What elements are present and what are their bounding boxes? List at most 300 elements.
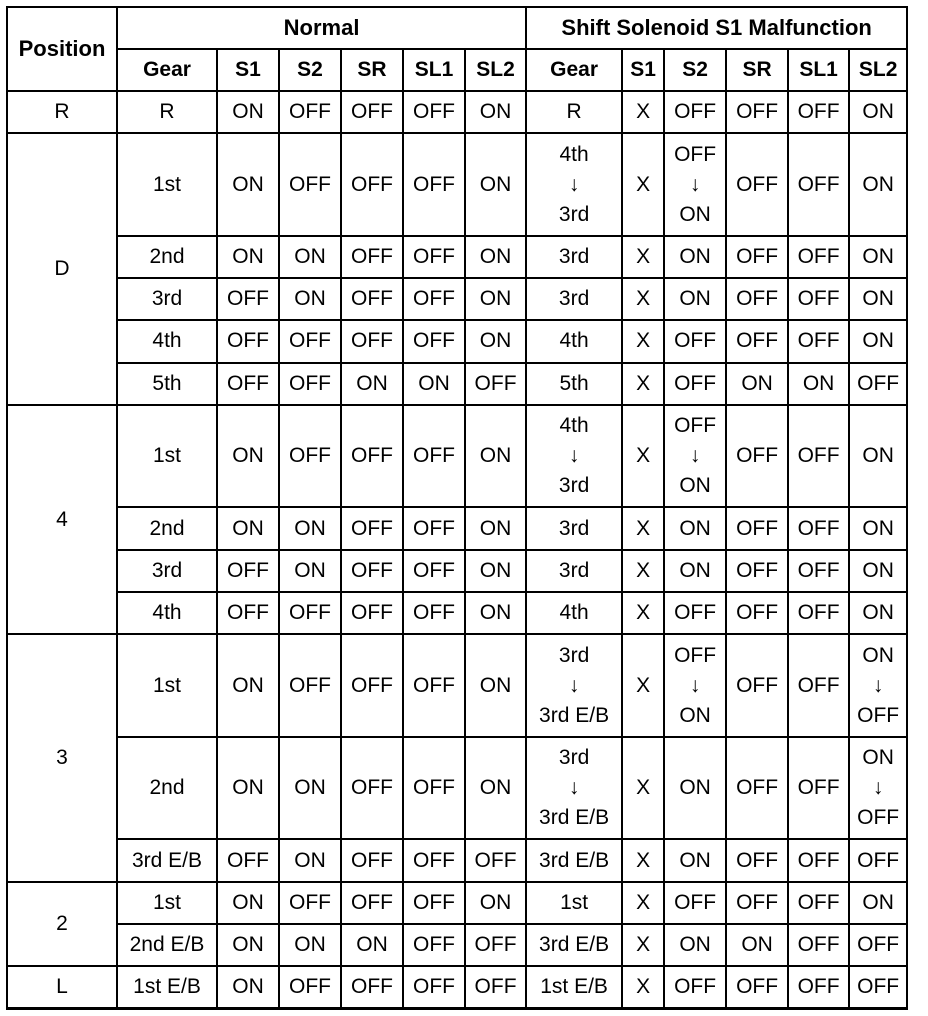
malfunction-s1-cell xyxy=(622,966,664,1008)
malfunction-s1-cell xyxy=(622,737,664,840)
normal-s1-cell: ON xyxy=(217,507,279,549)
malfunction-sr-cell xyxy=(726,278,788,320)
normal-sr-cell: OFF xyxy=(341,550,403,592)
malfunction-s2-cell xyxy=(664,320,726,362)
malfunction-gear-cell xyxy=(526,236,622,278)
normal-sl1-cell: OFF xyxy=(403,278,465,320)
cell-line: ON xyxy=(679,474,711,498)
normal-gear-cell: 3rd E/B xyxy=(117,839,217,881)
normal-sl2-cell: OFF xyxy=(465,924,526,966)
normal-s1-cell: OFF xyxy=(217,278,279,320)
malfunction-sl1-cell xyxy=(788,592,849,634)
normal-s1-cell: ON xyxy=(217,966,279,1008)
cell-value: OFF xyxy=(674,100,717,124)
cell-value: OFF xyxy=(736,172,779,196)
malfunction-s1-cell xyxy=(622,507,664,549)
normal-sl1-cell: ON xyxy=(403,363,465,405)
cell-value: X xyxy=(636,673,651,697)
malfunction-s1-cell xyxy=(622,278,664,320)
normal-sl1-cell: OFF xyxy=(403,966,465,1008)
cell-line: 4th xyxy=(559,142,589,166)
table-row xyxy=(7,133,907,236)
normal-sl1-cell: OFF xyxy=(403,236,465,278)
malfunction-sr-cell xyxy=(726,924,788,966)
normal-s1-cell: ON xyxy=(217,405,279,508)
cell-value: 3rd E/B xyxy=(539,933,610,957)
malfunction-sr-cell xyxy=(726,405,788,508)
table-row xyxy=(7,966,907,1008)
normal-sl2-cell: ON xyxy=(465,507,526,549)
cell-line: ↓ xyxy=(568,172,580,196)
malfunction-gear-cell xyxy=(526,91,622,133)
position-cell: L xyxy=(7,966,117,1008)
normal-s2-column-header: S2 xyxy=(279,49,341,91)
cell-line: ON xyxy=(679,703,711,727)
cell-value: OFF xyxy=(674,601,717,625)
cell-value: OFF xyxy=(674,975,717,999)
cell-value: ON xyxy=(862,100,894,124)
table-row xyxy=(7,634,907,737)
cell-value: OFF xyxy=(797,776,840,800)
normal-gear-column-header: Gear xyxy=(117,49,217,91)
cell-value: OFF xyxy=(736,601,779,625)
position-cell: D xyxy=(7,133,117,405)
cell-line: OFF xyxy=(674,643,717,667)
malfunction-sl1-cell xyxy=(788,236,849,278)
normal-sr-cell: OFF xyxy=(341,839,403,881)
table-row xyxy=(7,924,907,966)
cell-value: ON xyxy=(862,287,894,311)
normal-sl1-cell: OFF xyxy=(403,592,465,634)
normal-sl2-cell: OFF xyxy=(465,363,526,405)
malfunction-gear-column-header: Gear xyxy=(526,49,622,91)
cell-value: ON xyxy=(862,172,894,196)
cell-line: ON xyxy=(679,202,711,226)
cell-value: 3rd xyxy=(558,558,590,582)
table-row xyxy=(7,405,907,508)
malfunction-sr-cell xyxy=(726,966,788,1008)
cell-line: 3rd xyxy=(558,202,590,226)
cell-value: X xyxy=(636,444,651,468)
cell-value: X xyxy=(636,933,651,957)
table-row xyxy=(7,278,907,320)
table-row xyxy=(7,320,907,362)
cell-value: OFF xyxy=(797,558,840,582)
cell-value: X xyxy=(636,890,651,914)
normal-gear-cell: 3rd xyxy=(117,550,217,592)
normal-s1-cell: ON xyxy=(217,737,279,840)
malfunction-sl2-cell xyxy=(849,550,907,592)
cell-value: ON xyxy=(741,933,773,957)
normal-s2-cell: ON xyxy=(279,278,341,320)
cell-value: X xyxy=(636,172,651,196)
normal-s2-cell: OFF xyxy=(279,634,341,737)
malfunction-gear-cell xyxy=(526,592,622,634)
malfunction-gear-cell xyxy=(526,924,622,966)
malfunction-sl1-cell xyxy=(788,839,849,881)
cell-value: OFF xyxy=(736,975,779,999)
cell-value: ON xyxy=(802,371,835,395)
malfunction-gear-cell xyxy=(526,363,622,405)
malfunction-sl1-cell xyxy=(788,634,849,737)
malfunction-sl2-column-header: SL2 xyxy=(849,49,907,91)
cell-value: OFF xyxy=(857,371,900,395)
cell-value: ON xyxy=(862,601,894,625)
normal-s2-cell: ON xyxy=(279,507,341,549)
normal-gear-cell: 4th xyxy=(117,592,217,634)
malfunction-s1-cell xyxy=(622,882,664,924)
cell-value: OFF xyxy=(797,516,840,540)
normal-gear-cell: 2nd xyxy=(117,236,217,278)
normal-s1-cell: OFF xyxy=(217,550,279,592)
normal-s1-cell: OFF xyxy=(217,592,279,634)
solenoid-operation-table xyxy=(6,6,908,1010)
malfunction-sl1-column-header: SL1 xyxy=(788,49,849,91)
malfunction-sr-cell xyxy=(726,737,788,840)
table-row xyxy=(7,592,907,634)
malfunction-sl2-cell xyxy=(849,405,907,508)
malfunction-sl1-cell xyxy=(788,550,849,592)
malfunction-s1-cell xyxy=(622,320,664,362)
normal-sl1-cell: OFF xyxy=(403,634,465,737)
malfunction-sl2-cell xyxy=(849,966,907,1008)
normal-s1-cell: ON xyxy=(217,634,279,737)
normal-sl2-cell: ON xyxy=(465,882,526,924)
cell-value: X xyxy=(636,329,651,353)
normal-sr-cell: OFF xyxy=(341,133,403,236)
malfunction-sr-cell xyxy=(726,839,788,881)
malfunction-sl2-cell xyxy=(849,507,907,549)
malfunction-sl2-cell xyxy=(849,592,907,634)
malfunction-sl1-cell xyxy=(788,737,849,840)
normal-s2-cell: OFF xyxy=(279,320,341,362)
table-row xyxy=(7,550,907,592)
cell-value: 1st E/B xyxy=(540,975,608,999)
cell-value: OFF xyxy=(857,848,900,872)
cell-line: 3rd E/B xyxy=(539,806,610,830)
normal-s2-cell: ON xyxy=(279,236,341,278)
cell-value: OFF xyxy=(797,933,840,957)
normal-sr-cell: OFF xyxy=(341,405,403,508)
cell-value: OFF xyxy=(736,558,779,582)
normal-gear-cell: 1st xyxy=(117,634,217,737)
cell-line: 3rd xyxy=(558,643,590,667)
malfunction-s2-cell xyxy=(664,924,726,966)
normal-sl2-cell: ON xyxy=(465,634,526,737)
malfunction-sl2-cell xyxy=(849,634,907,737)
malfunction-s1-cell xyxy=(622,405,664,508)
malfunction-sl2-cell xyxy=(849,133,907,236)
malfunction-sl2-cell xyxy=(849,839,907,881)
normal-gear-cell: 2nd xyxy=(117,737,217,840)
cell-line: ↓ xyxy=(568,776,580,800)
normal-sr-cell: OFF xyxy=(341,507,403,549)
normal-sl1-cell: OFF xyxy=(403,924,465,966)
malfunction-sr-cell xyxy=(726,320,788,362)
malfunction-gear-cell xyxy=(526,737,622,840)
malfunction-sl1-cell xyxy=(788,91,849,133)
cell-line: ↓ xyxy=(689,673,701,697)
malfunction-s1-cell xyxy=(622,91,664,133)
normal-gear-cell: 2nd E/B xyxy=(117,924,217,966)
cell-value: OFF xyxy=(736,287,779,311)
cell-value: OFF xyxy=(797,244,840,268)
cell-value: ON xyxy=(862,244,894,268)
cell-value: OFF xyxy=(797,673,840,697)
malfunction-s2-cell xyxy=(664,592,726,634)
normal-gear-cell: R xyxy=(117,91,217,133)
normal-sr-cell: OFF xyxy=(341,592,403,634)
cell-line: OFF xyxy=(674,414,717,438)
table-row xyxy=(7,91,907,133)
malfunction-s2-cell xyxy=(664,91,726,133)
malfunction-gear-cell xyxy=(526,133,622,236)
malfunction-sl2-cell xyxy=(849,320,907,362)
cell-value: X xyxy=(636,287,651,311)
cell-line: ↓ xyxy=(568,444,580,468)
normal-gear-cell: 1st xyxy=(117,405,217,508)
malfunction-s2-cell xyxy=(664,882,726,924)
malfunction-sl2-cell xyxy=(849,236,907,278)
malfunction-sl1-cell xyxy=(788,405,849,508)
normal-gear-cell: 3rd xyxy=(117,278,217,320)
malfunction-sr-column-header: SR xyxy=(726,49,788,91)
normal-s1-cell: ON xyxy=(217,133,279,236)
malfunction-s2-cell xyxy=(664,236,726,278)
normal-s1-cell: OFF xyxy=(217,320,279,362)
cell-value: X xyxy=(636,244,651,268)
normal-s2-cell: OFF xyxy=(279,91,341,133)
normal-gear-cell: 2nd xyxy=(117,507,217,549)
normal-sl2-cell: ON xyxy=(465,91,526,133)
normal-sr-cell: OFF xyxy=(341,966,403,1008)
malfunction-sr-cell xyxy=(726,882,788,924)
malfunction-sl1-cell xyxy=(788,363,849,405)
cell-value: X xyxy=(636,776,651,800)
cell-value: X xyxy=(636,516,651,540)
malfunction-gear-cell xyxy=(526,507,622,549)
cell-value: 3rd xyxy=(558,244,590,268)
malfunction-s1-cell xyxy=(622,236,664,278)
cell-value: ON xyxy=(679,516,711,540)
malfunction-sl1-cell xyxy=(788,882,849,924)
cell-value: ON xyxy=(862,558,894,582)
cell-value: 1st xyxy=(560,890,589,914)
cell-value: OFF xyxy=(736,776,779,800)
cell-value: ON xyxy=(679,287,711,311)
malfunction-s1-column-header: S1 xyxy=(622,49,664,91)
normal-s2-cell: ON xyxy=(279,737,341,840)
cell-line: ↓ xyxy=(689,444,701,468)
position-cell: 4 xyxy=(7,405,117,634)
malfunction-s2-cell xyxy=(664,550,726,592)
normal-sl1-cell: OFF xyxy=(403,839,465,881)
normal-s2-cell: OFF xyxy=(279,363,341,405)
malfunction-s1-cell xyxy=(622,550,664,592)
cell-line: OFF xyxy=(857,806,900,830)
cell-value: ON xyxy=(862,444,894,468)
cell-value: OFF xyxy=(797,601,840,625)
normal-sl1-cell: OFF xyxy=(403,507,465,549)
cell-line: OFF xyxy=(674,142,717,166)
malfunction-s2-cell xyxy=(664,737,726,840)
cell-value: OFF xyxy=(736,329,779,353)
malfunction-header: Shift Solenoid S1 Malfunction xyxy=(526,7,907,49)
cell-line: ↓ xyxy=(689,172,701,196)
cell-value: ON xyxy=(679,848,711,872)
malfunction-sl2-cell xyxy=(849,737,907,840)
normal-sl2-cell: OFF xyxy=(465,966,526,1008)
cell-value: OFF xyxy=(797,444,840,468)
malfunction-sr-cell xyxy=(726,363,788,405)
malfunction-sr-cell xyxy=(726,91,788,133)
normal-header: Normal xyxy=(117,7,526,49)
normal-s2-cell: OFF xyxy=(279,882,341,924)
malfunction-sl2-cell xyxy=(849,924,907,966)
normal-s1-cell: OFF xyxy=(217,839,279,881)
normal-sl1-cell: OFF xyxy=(403,882,465,924)
cell-line: 3rd E/B xyxy=(539,703,610,727)
malfunction-gear-cell xyxy=(526,405,622,508)
cell-value: OFF xyxy=(857,933,900,957)
cell-value: 3rd xyxy=(558,287,590,311)
cell-line: OFF xyxy=(857,703,900,727)
malfunction-s2-column-header: S2 xyxy=(664,49,726,91)
cell-value: X xyxy=(636,601,651,625)
cell-value: OFF xyxy=(736,890,779,914)
cell-value: OFF xyxy=(674,371,717,395)
cell-value: ON xyxy=(862,329,894,353)
normal-sl1-cell: OFF xyxy=(403,550,465,592)
cell-line: ON xyxy=(862,643,894,667)
normal-s2-cell: ON xyxy=(279,924,341,966)
normal-s1-cell: ON xyxy=(217,924,279,966)
table-row xyxy=(7,507,907,549)
cell-value: OFF xyxy=(736,848,779,872)
malfunction-gear-cell xyxy=(526,320,622,362)
position-cell: 2 xyxy=(7,882,117,967)
normal-sl2-cell: ON xyxy=(465,320,526,362)
malfunction-s2-cell xyxy=(664,363,726,405)
normal-s1-cell: ON xyxy=(217,236,279,278)
malfunction-s2-cell xyxy=(664,405,726,508)
normal-sl2-cell: ON xyxy=(465,592,526,634)
cell-value: X xyxy=(636,100,651,124)
table-row xyxy=(7,839,907,881)
malfunction-sr-cell xyxy=(726,236,788,278)
cell-value: OFF xyxy=(674,329,717,353)
malfunction-s1-cell xyxy=(622,634,664,737)
cell-line: 3rd xyxy=(558,746,590,770)
malfunction-gear-cell xyxy=(526,278,622,320)
cell-value: X xyxy=(636,371,651,395)
malfunction-s2-cell xyxy=(664,634,726,737)
normal-s2-cell: ON xyxy=(279,839,341,881)
normal-sr-cell: ON xyxy=(341,924,403,966)
cell-value: 5th xyxy=(559,371,589,395)
cell-value: ON xyxy=(679,776,711,800)
normal-sr-cell: ON xyxy=(341,363,403,405)
cell-value: 3rd E/B xyxy=(539,848,610,872)
cell-value: OFF xyxy=(736,244,779,268)
table-row xyxy=(7,236,907,278)
malfunction-s2-cell xyxy=(664,839,726,881)
normal-s1-cell: OFF xyxy=(217,363,279,405)
malfunction-sl2-cell xyxy=(849,91,907,133)
malfunction-s2-cell xyxy=(664,278,726,320)
normal-s2-cell: OFF xyxy=(279,405,341,508)
cell-value: ON xyxy=(862,890,894,914)
normal-s2-cell: OFF xyxy=(279,966,341,1008)
position-cell: 3 xyxy=(7,634,117,881)
cell-line: ↓ xyxy=(872,673,884,697)
cell-value: ON xyxy=(679,933,711,957)
cell-value: OFF xyxy=(797,100,840,124)
cell-value: X xyxy=(636,848,651,872)
normal-sl1-cell: OFF xyxy=(403,133,465,236)
normal-sr-column-header: SR xyxy=(341,49,403,91)
malfunction-sr-cell xyxy=(726,133,788,236)
cell-value: OFF xyxy=(797,329,840,353)
malfunction-gear-cell xyxy=(526,634,622,737)
normal-sl1-cell: OFF xyxy=(403,320,465,362)
cell-value: 3rd xyxy=(558,516,590,540)
malfunction-s2-cell xyxy=(664,507,726,549)
malfunction-gear-cell xyxy=(526,839,622,881)
cell-value: OFF xyxy=(857,975,900,999)
cell-value: OFF xyxy=(797,890,840,914)
cell-value: OFF xyxy=(736,516,779,540)
malfunction-sl1-cell xyxy=(788,924,849,966)
cell-value: ON xyxy=(679,244,711,268)
malfunction-s2-cell xyxy=(664,133,726,236)
normal-sl2-cell: ON xyxy=(465,133,526,236)
cell-value: OFF xyxy=(736,444,779,468)
malfunction-s1-cell xyxy=(622,133,664,236)
cell-value: OFF xyxy=(797,975,840,999)
normal-s2-cell: OFF xyxy=(279,592,341,634)
cell-value: R xyxy=(566,100,582,124)
malfunction-s1-cell xyxy=(622,592,664,634)
cell-value: 4th xyxy=(559,601,589,625)
normal-s1-cell: ON xyxy=(217,91,279,133)
malfunction-sr-cell xyxy=(726,507,788,549)
cell-value: OFF xyxy=(736,100,779,124)
normal-sl2-cell: OFF xyxy=(465,839,526,881)
normal-gear-cell: 1st xyxy=(117,133,217,236)
table-row xyxy=(7,882,907,924)
cell-line: ↓ xyxy=(568,673,580,697)
cell-value: OFF xyxy=(797,848,840,872)
normal-sl2-cell: ON xyxy=(465,737,526,840)
normal-s1-cell: ON xyxy=(217,882,279,924)
normal-sl2-cell: ON xyxy=(465,236,526,278)
malfunction-s1-cell xyxy=(622,924,664,966)
malfunction-s1-cell xyxy=(622,363,664,405)
normal-sr-cell: OFF xyxy=(341,320,403,362)
cell-value: OFF xyxy=(797,172,840,196)
cell-value: ON xyxy=(679,558,711,582)
cell-value: OFF xyxy=(736,673,779,697)
normal-s2-cell: OFF xyxy=(279,133,341,236)
normal-sl2-cell: ON xyxy=(465,405,526,508)
cell-value: X xyxy=(636,975,651,999)
normal-gear-cell: 5th xyxy=(117,363,217,405)
malfunction-sl1-cell xyxy=(788,133,849,236)
normal-gear-cell: 1st xyxy=(117,882,217,924)
malfunction-gear-cell xyxy=(526,882,622,924)
normal-sr-cell: OFF xyxy=(341,882,403,924)
